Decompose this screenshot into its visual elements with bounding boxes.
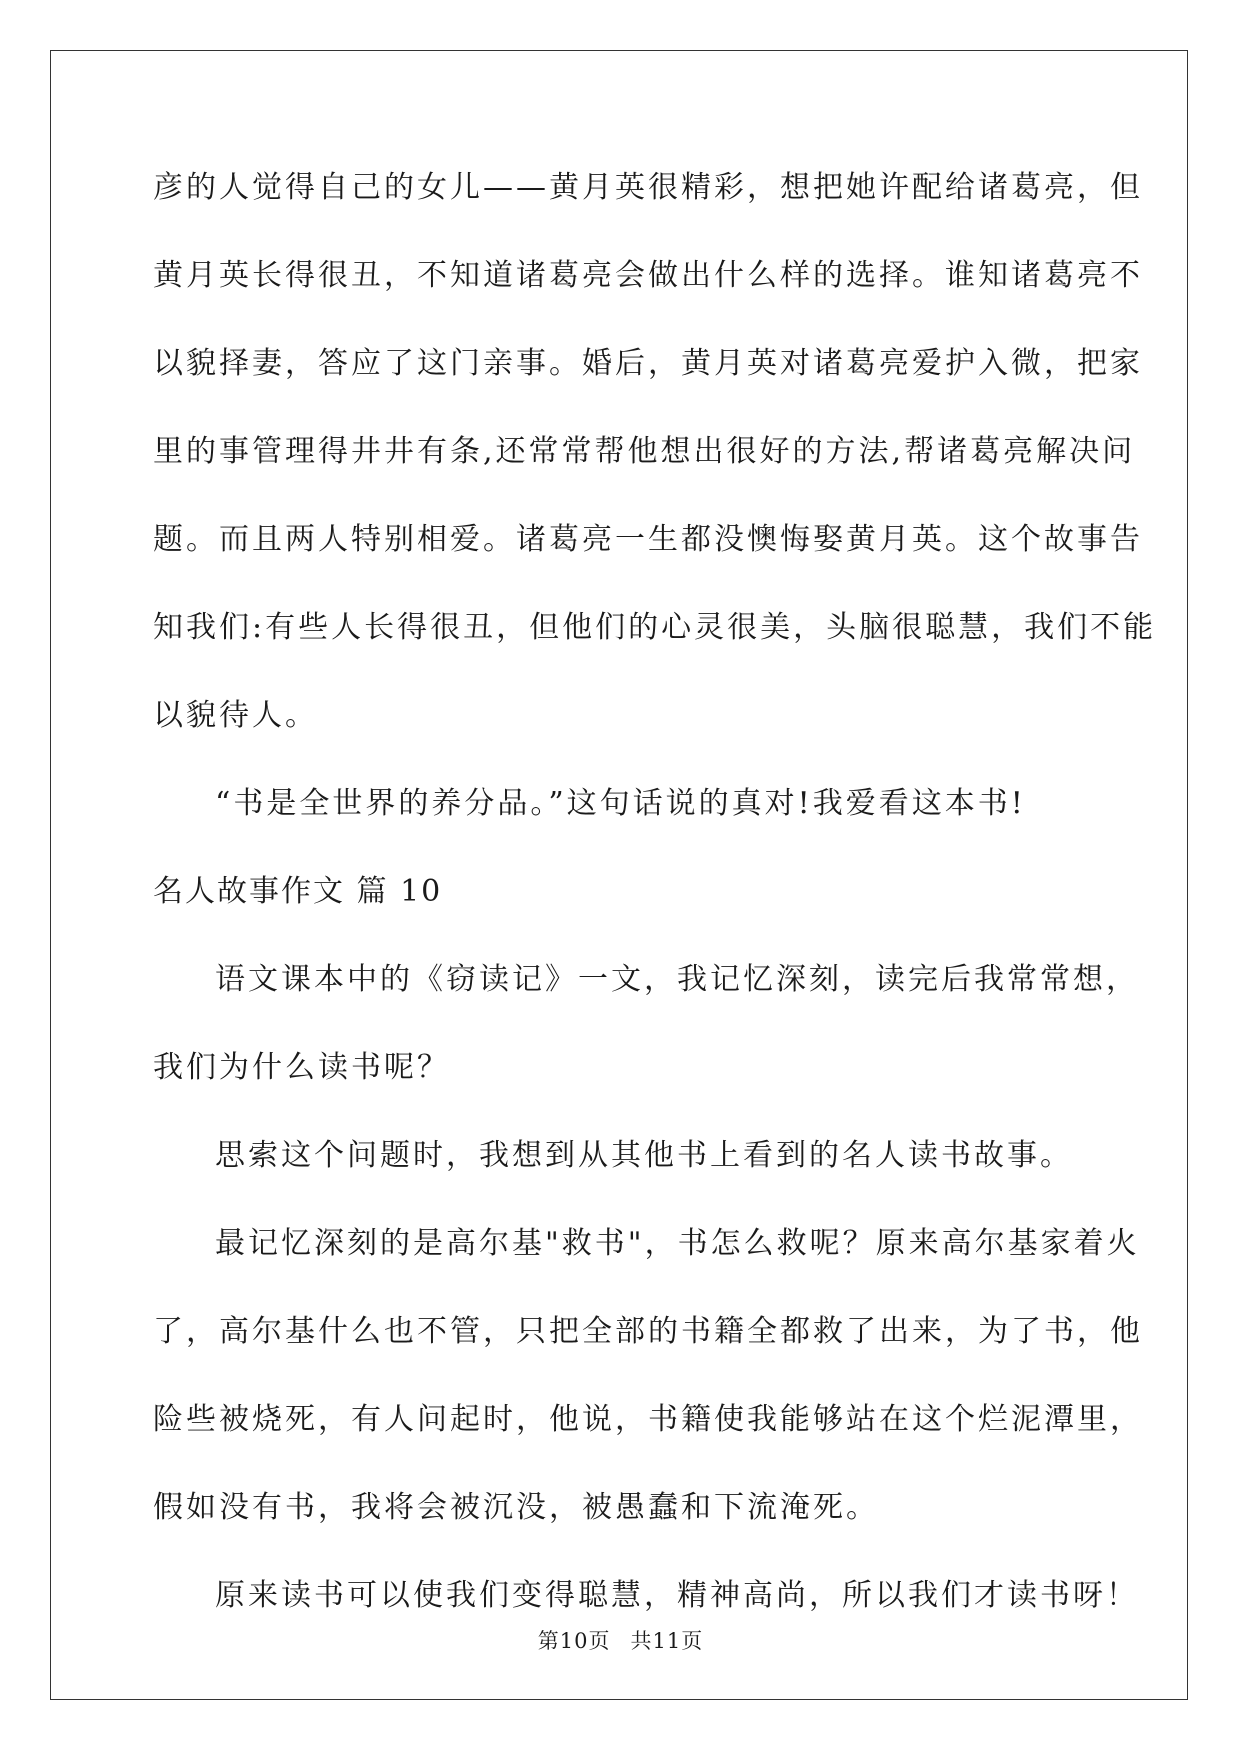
text-line-6: 知我们:有些人长得很丑，但他们的心灵很美，头脑很聪慧，我们不能	[153, 610, 1157, 645]
text-line-5: 题。而且两人特别相爱。诸葛亮一生都没懊悔娶黄月英。这个故事告	[153, 522, 1143, 557]
paragraph-line: 原来读书可以使我们变得聪慧，精神高尚，所以我们才读书呀！	[215, 1578, 1139, 1613]
document-body	[153, 160, 1157, 1656]
paragraph-line: 我们为什么读书呢？	[153, 1050, 450, 1085]
text-line-2: 黄月英长得很丑，不知道诸葛亮会做出什么样的选择。谁知诸葛亮不	[153, 258, 1143, 293]
text-line-3: 以貌择妻，答应了这门亲事。婚后，黄月英对诸葛亮爱护入微，把家	[153, 346, 1143, 381]
page-footer	[0, 1625, 1241, 1655]
paragraph-line: 最记忆深刻的是高尔基"救书"，书怎么救呢？原来高尔基家着火	[215, 1226, 1140, 1261]
paragraph-line: 思索这个问题时，我想到从其他书上看到的名人读书故事。	[215, 1138, 1073, 1173]
page-total: 共11页	[630, 1629, 704, 1653]
paragraph-line: 语文课本中的《窃读记》一文，我记忆深刻，读完后我常常想，	[215, 962, 1139, 997]
section-heading: 名人故事作文 篇 10	[153, 874, 443, 909]
quote-paragraph: “书是全世界的养分品。”这句话说的真对!我爱看这本书!	[215, 786, 1026, 821]
page-number: 第10页	[537, 1629, 611, 1653]
paragraph-line: 险些被烧死，有人问起时，他说，书籍使我能够站在这个烂泥潭里，	[153, 1402, 1143, 1437]
text-line-1: 彦的人觉得自己的女儿——黄月英很精彩，想把她许配给诸葛亮，但	[153, 170, 1143, 205]
text-line-7: 以貌待人。	[153, 698, 318, 733]
text-line-4: 里的事管理得井井有条,还常常帮他想出很好的方法,帮诸葛亮解决问	[153, 434, 1136, 469]
paragraph-line: 假如没有书，我将会被沉没，被愚蠢和下流淹死。	[153, 1490, 879, 1525]
paragraph-line: 了，高尔基什么也不管，只把全部的书籍全都救了出来，为了书，他	[153, 1314, 1143, 1349]
